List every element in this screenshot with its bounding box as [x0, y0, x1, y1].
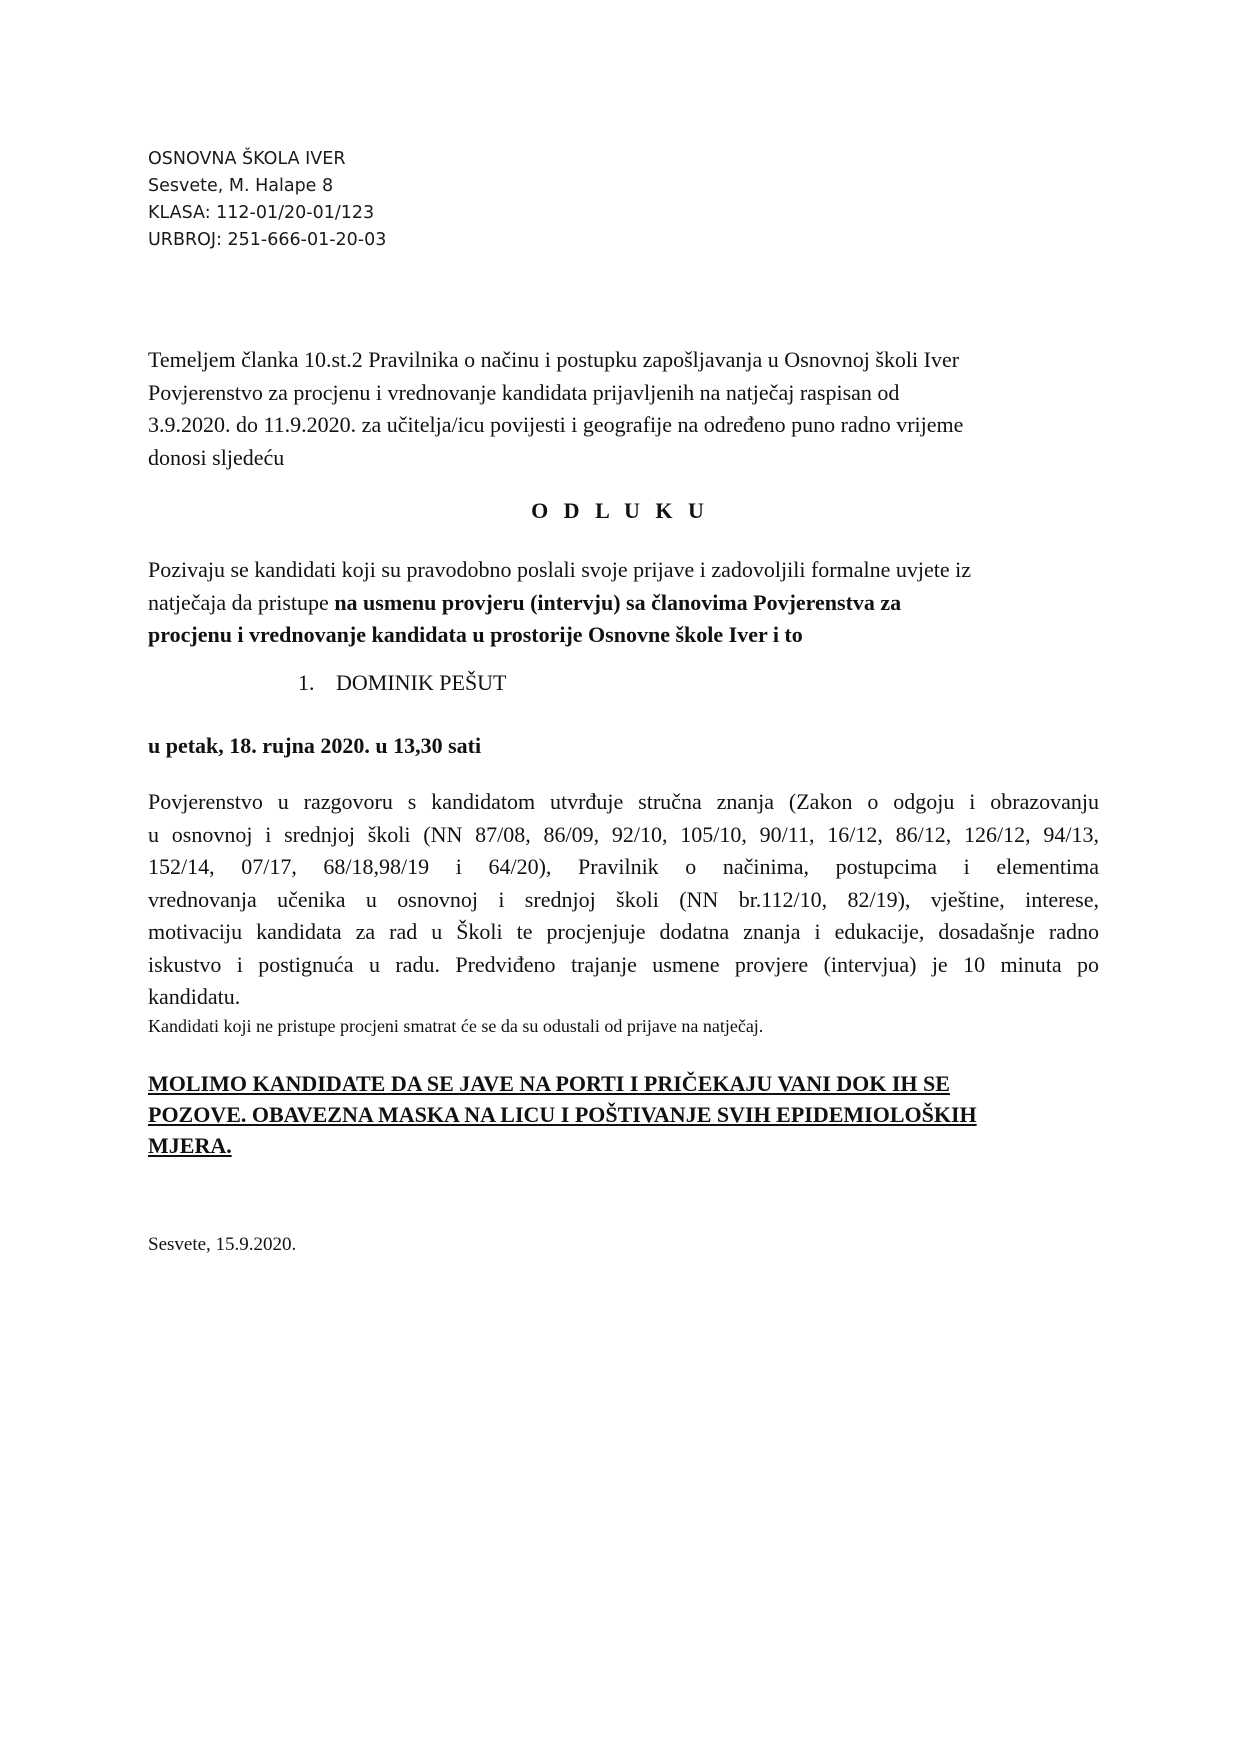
- intro-line: Temeljem članka 10.st.2 Pravilnika o načinu i postupku zapošljavanja u Osnovnoj školi Iver: [148, 347, 960, 372]
- candidate-number: 1.: [298, 670, 315, 695]
- notice-line: MOLIMO KANDIDATE DA SE JAVE NA PORTI I PRIČEKAJU VANI DOK IH SE: [148, 1071, 950, 1096]
- invitation-emphasis: procjenu i vrednovanje kandidata u prostorije Osnovne škole Iver i to: [148, 622, 803, 647]
- procedure-paragraph: [148, 786, 1099, 1014]
- procedure-line: iskustvo i postignuća u radu. Predviđeno trajanje usmene provjere (intervjua) je 10 minuta po: [148, 951, 1099, 977]
- interview-datetime: u petak, 18. rujna 2020. u 13,30 sati: [148, 733, 482, 758]
- intro-paragraph: [148, 344, 1098, 474]
- covid-notice: [148, 1068, 977, 1161]
- procedure-line: motivaciju kandidata za rad u Školi te procjenjuje dodatna znanja i edukacije, dosadašnje radno: [148, 919, 1099, 944]
- intro-line: donosi sljedeću: [148, 444, 285, 470]
- invitation-emphasis: na usmenu provjeru (intervju) sa članovima Povjerenstva za: [334, 589, 902, 615]
- invitation-line: [148, 619, 1108, 652]
- procedure-line: Povjerenstvo u razgovoru s kandidatom utvrđuje stručna znanja (Zakon o odgoju i obrazovanju: [148, 789, 1099, 814]
- procedure-line: u osnovnoj i srednjoj školi (NN 87/08, 86/09, 92/10, 105/10, 90/11, 16/12, 86/12, 126/12, 94/13,: [148, 821, 1099, 847]
- candidate-name: DOMINIK PEŠUT: [336, 670, 507, 695]
- notice-line: MJERA.: [148, 1133, 232, 1158]
- school-header: [148, 146, 386, 254]
- withdrawal-note: Kandidati koji ne pristupe procjeni smatrat će se da su odustali od prijave na natječaj.: [148, 1016, 764, 1036]
- candidate-list-item: [298, 670, 507, 696]
- invitation-line: [148, 587, 1108, 620]
- school-name: OSNOVNA ŠKOLA IVER: [148, 149, 346, 169]
- urbroj-number: URBROJ: 251-666-01-20-03: [148, 230, 387, 250]
- decision-title: O D L U K U: [531, 498, 709, 523]
- procedure-line: vrednovanja učenika u osnovnoj i srednjoj školi (NN br.112/10, 82/19), vještine, interese,: [148, 886, 1099, 912]
- procedure-line: kandidatu.: [148, 984, 241, 1009]
- invitation-text: natječaja da pristupe: [148, 589, 335, 615]
- intro-line: 3.9.2020. do 11.9.2020. za učitelja/icu povijesti i geografije na određeno puno radno vrijeme: [148, 412, 964, 437]
- notice-line: POZOVE. OBAVEZNA MASKA NA LICU I POŠTIVANJE SVIH EPIDEMIOLOŠKIH: [148, 1102, 977, 1127]
- intro-line: Povjerenstvo za procjenu i vrednovanje kandidata prijavljenih na natječaj raspisan od: [148, 379, 900, 405]
- school-address: Sesvete, M. Halape 8: [148, 176, 334, 196]
- place-and-date: Sesvete, 15.9.2020.: [148, 1234, 297, 1255]
- invitation-paragraph: [148, 554, 1108, 652]
- klasa-number: KLASA: 112-01/20-01/123: [148, 203, 375, 223]
- invitation-line: Pozivaju se kandidati koji su pravodobno poslali svoje prijave i zadovoljili formalne uvjete iz: [148, 557, 971, 582]
- procedure-line: 152/14, 07/17, 68/18,98/19 i 64/20), Pravilnik o načinima, postupcima i elementima: [148, 854, 1099, 879]
